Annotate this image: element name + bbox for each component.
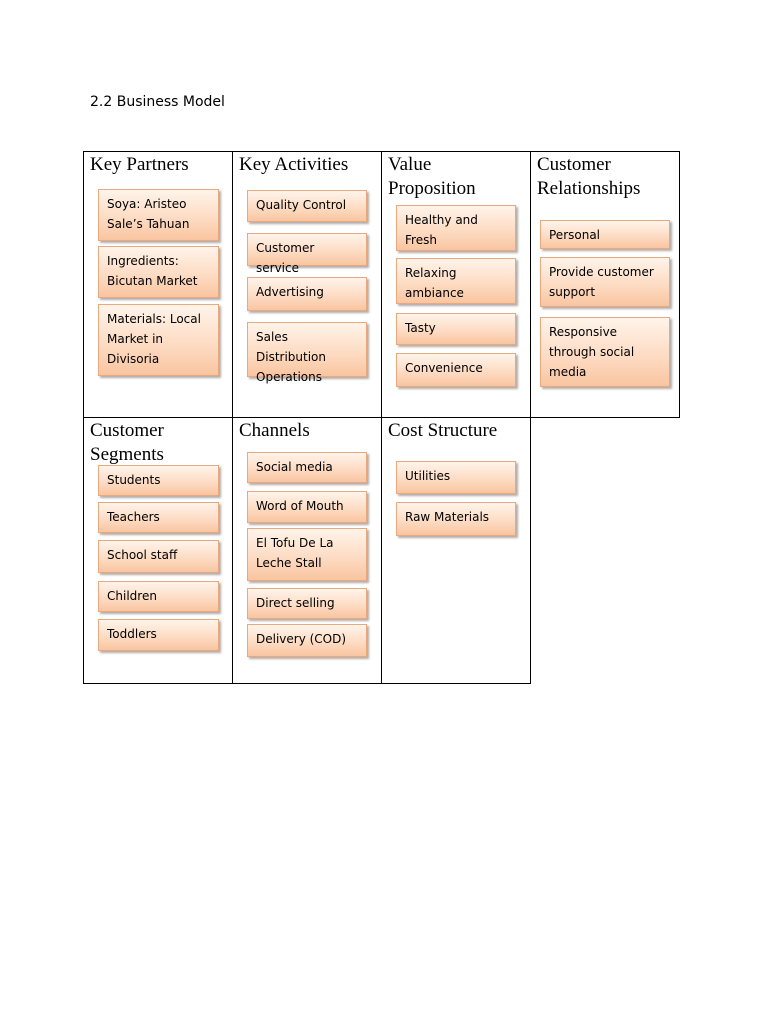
value-proposition-cell xyxy=(381,151,531,418)
channel-card: Word of Mouth xyxy=(247,491,367,523)
channel-card: Social media xyxy=(247,452,367,483)
value-proposition-card: Convenience xyxy=(396,353,516,387)
customer-segments-title: Customer Segments xyxy=(90,420,164,465)
channel-card: El Tofu De La Leche Stall xyxy=(247,528,367,581)
customer-segment-card: Students xyxy=(98,465,219,496)
section-title: 2.2 Business Model xyxy=(90,94,225,110)
cost-structure-title: Cost Structure xyxy=(388,420,498,441)
customer-relationship-card: Personal xyxy=(540,220,670,249)
customer-relationships-title: Customer Relationships xyxy=(537,154,641,199)
customer-relationship-card: Provide customer support xyxy=(540,257,670,307)
customer-segment-card: Toddlers xyxy=(98,619,219,651)
value-proposition-card: Healthy and Fresh xyxy=(396,205,516,251)
channels-cell xyxy=(232,417,382,684)
key-partner-card: Soya: Aristeo Sale’s Tahuan xyxy=(98,189,219,241)
cost-structure-card: Utilities xyxy=(396,461,516,494)
value-proposition-card: Relaxing ambiance xyxy=(396,258,516,304)
channels-title: Channels xyxy=(239,420,310,441)
customer-relationship-card: Responsive through social media xyxy=(540,317,670,387)
key-activities-title: Key Activities xyxy=(239,154,349,175)
customer-relationships-cell xyxy=(530,151,680,418)
value-proposition-title: Value Proposition xyxy=(388,154,476,199)
customer-segments-cell xyxy=(83,417,233,684)
key-partner-card: Materials: Local Market in Divisoria xyxy=(98,304,219,376)
cost-structure-cell xyxy=(381,417,531,684)
key-activity-card: Quality Control xyxy=(247,190,367,222)
customer-segment-card: School staff xyxy=(98,540,219,573)
key-activity-card: Advertising xyxy=(247,277,367,311)
customer-segment-card: Teachers xyxy=(98,502,219,533)
channel-card: Delivery (COD) xyxy=(247,624,367,657)
key-partners-cell xyxy=(83,151,233,418)
value-proposition-card: Tasty xyxy=(396,313,516,345)
key-activity-card: Customer service xyxy=(247,233,367,266)
customer-segment-card: Children xyxy=(98,581,219,612)
key-partners-title: Key Partners xyxy=(90,154,189,175)
cost-structure-card: Raw Materials xyxy=(396,502,516,536)
key-partner-card: Ingredients: Bicutan Market xyxy=(98,246,219,298)
channel-card: Direct selling xyxy=(247,588,367,619)
key-activity-card: Sales Distribution Operations xyxy=(247,322,367,377)
key-activities-cell xyxy=(232,151,382,418)
